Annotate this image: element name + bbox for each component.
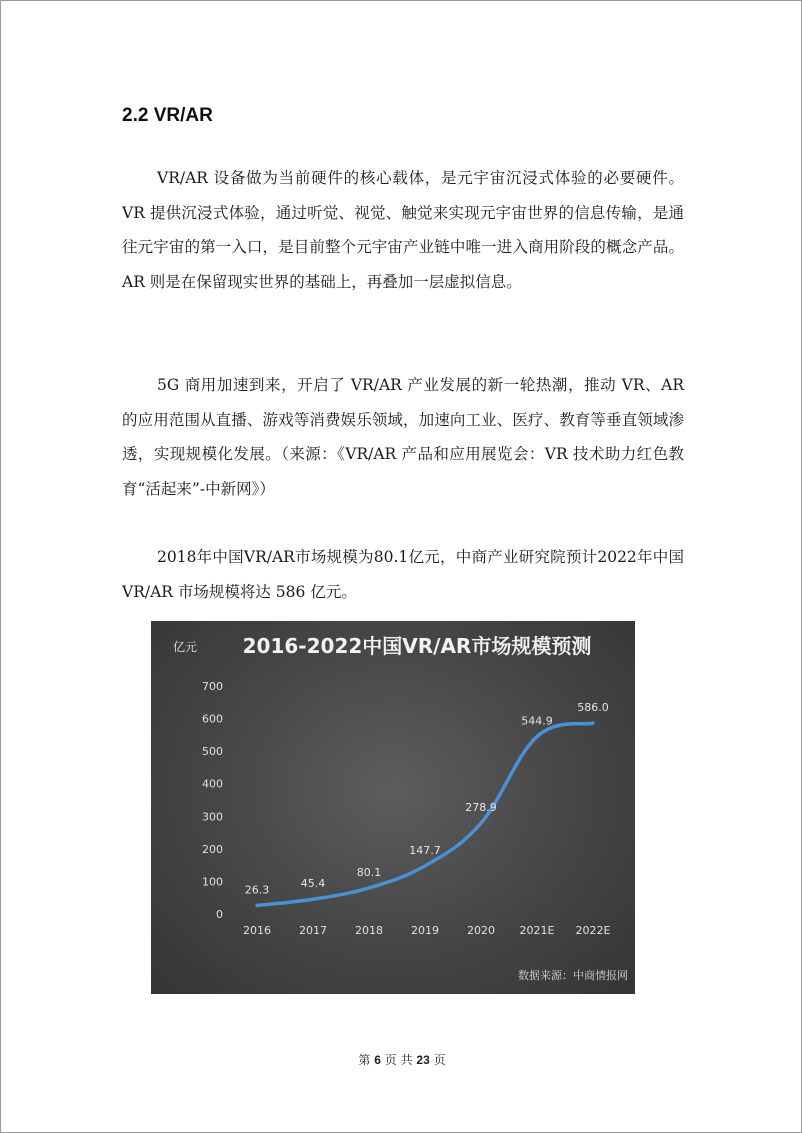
paragraph-vr-ar-devices: VR/AR 设备做为当前硬件的核心载体，是元宇宙沉浸式体验的必要硬件。VR 提供沉浸式体验，通过听觉、视觉、触觉来实现元宇宙世界的信息传输，是通往元宇宙的第一入口，是目前整个元宇宙产业链中唯一进入商用阶段的概念产品。AR 则是在保留现实世界的基础上，再叠加一层虚拟信息。: [122, 169, 684, 291]
paragraph-5g: 5G 商用加速到来，开启了 VR/AR 产业发展的新一轮热潮，推动 VR、AR 的应用范围从直播、游戏等消费娱乐领域，加速向工业、医疗、教育等垂直领域渗透，实现规模化发展。（来源：《VR/AR 产品和应用展览会：VR 技术助力红色教育“活起来”-中新网》）: [122, 376, 684, 498]
chart-data-label: 544.9: [521, 714, 553, 728]
footer-suffix: 页: [433, 1053, 446, 1067]
chart-x-tick-label: 2021E: [519, 924, 555, 937]
chart-source-note: 数据来源：中商情报网: [518, 969, 628, 982]
chart-x-tick-label: 2019: [411, 924, 439, 937]
chart-data-label: 147.7: [409, 843, 441, 857]
chart-y-tick-label: 200: [202, 842, 223, 856]
chart-y-tick-label: 400: [202, 777, 223, 791]
chart-x-tick-label: 2016: [243, 924, 271, 937]
page-footer: [1, 1051, 802, 1068]
chart-y-tick-label: 500: [202, 745, 223, 759]
chart-data-label: 80.1: [356, 865, 382, 879]
footer-prefix: 第: [358, 1053, 371, 1067]
chart-x-axis: [243, 924, 611, 937]
chart-y-tick-label: 100: [202, 875, 223, 889]
chart-title: 2016-2022中国VR/AR市场规模预测: [242, 634, 592, 658]
chart-svg: [151, 621, 635, 994]
footer-page-number: 6: [374, 1053, 381, 1067]
chart-y-tick-label: 300: [202, 810, 223, 824]
chart-x-tick-label: 2020: [467, 924, 495, 937]
paragraph-market-size: 2018年中国VR/AR市场规模为80.1亿元，中商产业研究院预计2022年中国 VR/AR 市场规模将达 586 亿元。: [122, 548, 684, 601]
chart-data-labels: [245, 701, 609, 896]
chart-x-tick-label: 2022E: [575, 924, 611, 937]
chart-y-tick-label: 700: [202, 680, 223, 693]
section-heading: 2.2 VR/AR: [122, 105, 213, 126]
footer-total-pages: 23: [416, 1053, 430, 1067]
chart-data-label: 26.3: [244, 883, 270, 897]
chart-x-tick-label: 2017: [299, 924, 327, 937]
chart-y-tick-label: 600: [202, 712, 223, 726]
chart-y-unit-label: 亿元: [173, 640, 198, 654]
footer-middle: 页 共: [384, 1053, 413, 1067]
chart-x-tick-label: 2018: [355, 924, 383, 937]
market-size-chart: [151, 621, 635, 994]
chart-data-label: 278.9: [465, 801, 497, 815]
chart-y-tick-label: 0: [216, 908, 223, 921]
chart-data-label: 45.4: [300, 877, 326, 891]
chart-y-axis: [202, 680, 223, 921]
chart-data-label: 586.0: [577, 701, 609, 715]
